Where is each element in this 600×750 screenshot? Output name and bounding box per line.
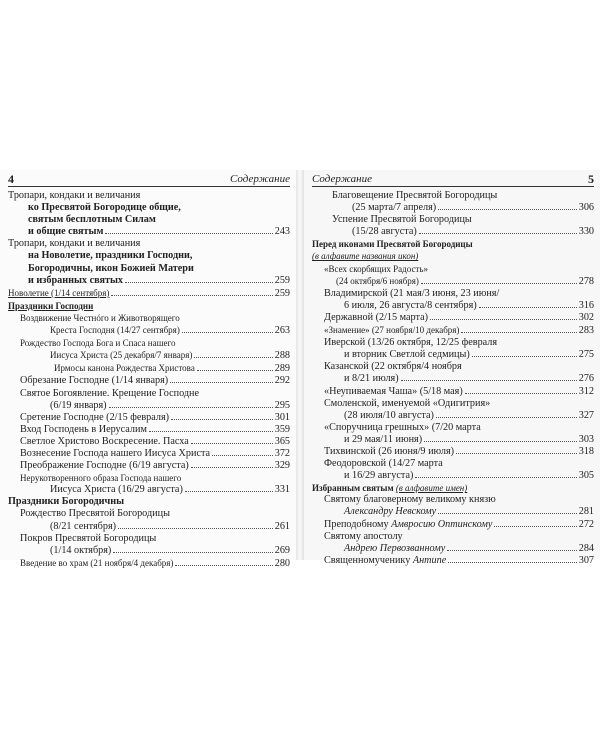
page-number: 5 (588, 172, 594, 186)
toc-entry-line: Антипе (412, 554, 447, 566)
toc-entry-line: Тихвинской (26 июня/9 июля) (324, 445, 455, 457)
toc-page-number: 327 (578, 409, 594, 421)
toc-entry-line: «Споручница грешных» (7/20 марта (324, 421, 481, 433)
section-heading: Праздники Господни (8, 300, 94, 311)
toc-entry[interactable] (312, 263, 594, 288)
toc-entry-line: и общие святым (28, 226, 104, 238)
toc-entry-line: Рождество Пресвятой Богородицы (20, 508, 170, 520)
toc-entry-line: 6 июля, 26 августа/8 сентября) (344, 299, 477, 311)
toc-page-number: 303 (578, 433, 594, 445)
toc-entry-line: (1/14 октября) (50, 544, 112, 556)
toc-entry-line: Креста Господня (14/27 сентября) (50, 325, 180, 336)
toc-page-number: 307 (578, 554, 594, 566)
toc-entry-line: святым бесплотным Силам (28, 214, 156, 226)
toc-entry-line: «Знамение» (27 ноября/10 декабря) (324, 325, 460, 336)
toc-page-number: 261 (274, 520, 290, 532)
left-page-header (8, 172, 290, 187)
toc-entry[interactable] (312, 555, 594, 567)
page-number: 4 (8, 172, 14, 186)
toc-page-number: 301 (274, 411, 290, 423)
toc-page-number: 269 (274, 544, 290, 556)
toc-entry[interactable] (312, 386, 594, 398)
toc-entry-line: и вторник Светлой седмицы) (344, 349, 470, 361)
toc-entry[interactable] (8, 388, 290, 412)
toc-entry[interactable] (312, 398, 594, 422)
section-subnote: (в алфавите имен) (395, 483, 468, 494)
toc-page-number: 289 (274, 363, 290, 375)
toc-entry-line: (8/21 сентября) (50, 520, 117, 532)
toc-section-heading (312, 482, 594, 494)
toc-entry-line: «Всех скорбящих Радость» (324, 263, 428, 274)
toc-entry-line: Ирмосы канона Рождества Христова (54, 363, 195, 374)
toc-page-number: 330 (578, 226, 594, 238)
toc-entry[interactable] (8, 424, 290, 436)
toc-entry-line: Владимирской (21 мая/3 июня, 23 июня/ (324, 287, 500, 299)
toc-entry-line: Богородичны, икон Божией Матери (28, 262, 194, 274)
toc-entry-line: Феодоровской (14/27 марта (324, 458, 443, 470)
toc-page-number: 281 (578, 506, 594, 518)
toc-entry-line: Покров Пресвятой Богородицы (20, 532, 157, 544)
toc-entry[interactable] (8, 557, 290, 570)
toc-page-number: 305 (578, 470, 594, 482)
section-heading: Избранным святым (312, 483, 394, 494)
toc-entry-line: Амвросию Оптинскому (391, 518, 493, 530)
toc-entry-line: Андрею Первозванному (344, 542, 446, 554)
toc-entry-line: Вознесение Господа нашего Иисуса Христа (20, 447, 211, 459)
toc-page-number: 365 (274, 435, 290, 447)
toc-entry-line: Казанской (22 октября/4 ноября (324, 361, 462, 373)
toc-entry[interactable] (312, 446, 594, 458)
toc-page-number: 278 (578, 275, 594, 287)
toc-entry-line: Иисуса Христа (25 декабря/7 января) (50, 350, 193, 361)
toc-entry-line: Иверской (13/26 октября, 12/25 февраля (324, 337, 498, 349)
toc-page-number: 288 (274, 350, 290, 362)
toc-entry-line: Обрезание Господне (1/14 января) (20, 375, 169, 387)
toc-entry[interactable] (8, 375, 290, 387)
toc-page-number: 259 (274, 274, 290, 286)
toc-entry-line: Иисуса Христа (16/29 августа) (50, 484, 183, 496)
toc-entry-line: Святое Богоявление. Крещение Господне (20, 387, 200, 399)
toc-page-number: 283 (578, 325, 594, 337)
toc-entry-line: Успение Пресвятой Богородицы (332, 214, 472, 226)
toc-entry[interactable] (312, 494, 594, 518)
toc-entry-line: Сретение Господне (2/15 февраля) (20, 411, 170, 423)
toc-entry[interactable] (8, 312, 290, 337)
toc-entry-line: Нерукотворенного образа Господа нашего (20, 473, 182, 484)
toc-page-number: 316 (578, 299, 594, 311)
toc-page-number: 318 (578, 445, 594, 457)
toc-entry-line: Державной (2/15 марта) (324, 311, 429, 323)
toc-entry[interactable] (312, 519, 594, 531)
toc-entry-line: Вход Господень в Иерусалим (20, 423, 147, 435)
toc-entry[interactable] (312, 458, 594, 482)
toc-entry-line: и 8/21 июля) (344, 373, 399, 385)
toc-entry[interactable] (8, 287, 290, 300)
toc-page-number: 259 (274, 287, 290, 299)
toc-page-number: 302 (578, 311, 594, 323)
toc-entry-line: Священномученику (324, 554, 413, 566)
toc-entry[interactable] (8, 533, 290, 557)
running-title: Содержание (229, 173, 290, 185)
toc-entry[interactable] (8, 460, 290, 472)
toc-entry-line: и 16/29 августа) (344, 470, 414, 482)
toc-page-number: 331 (274, 484, 290, 496)
toc-entry-line: на Новолетие, праздники Господни, (28, 250, 193, 262)
toc-entry-line: Новолетие (1/14 сентября) (8, 287, 110, 298)
toc-page-number: 284 (578, 542, 594, 554)
toc-entry[interactable] (312, 312, 594, 324)
toc-entry-line: ко Пресвятой Богородице общие, (28, 202, 181, 214)
toc-entry-line: Преображение Господне (6/19 августа) (20, 460, 189, 472)
toc-entry-line: «Неупиваемая Чаша» (5/18 мая) (324, 385, 463, 397)
section-heading: Перед иконами Пресвятой Богородицы (312, 239, 473, 250)
toc-page-number: 306 (578, 202, 594, 214)
toc-entry-line: (6/19 января) (50, 399, 107, 411)
toc-entry[interactable] (312, 190, 594, 214)
toc-section-heading (8, 496, 290, 508)
running-title: Содержание (312, 173, 373, 185)
toc-page-number: 295 (274, 399, 290, 411)
toc-entry-line: Воздвижение Честнóго и Животворящего (20, 312, 180, 323)
toc-entry[interactable] (8, 412, 290, 424)
right-page-header (312, 172, 594, 187)
right-page (304, 170, 600, 566)
toc-entry-line: (25 марта/7 апреля) (352, 202, 437, 214)
toc-page-number: 292 (274, 375, 290, 387)
toc-page-number: 276 (578, 373, 594, 385)
left-page (0, 170, 296, 569)
toc-page-number: 312 (578, 385, 594, 397)
toc-entry-line: Тропари, кондаки и величания (8, 190, 141, 201)
toc-entry[interactable] (312, 324, 594, 337)
toc-entry[interactable] (312, 361, 594, 385)
toc-entry-line: Тропари, кондаки и величания (8, 238, 141, 250)
toc-entry[interactable] (312, 214, 594, 238)
toc-entry-line: Благовещение Пресвятой Богородицы (332, 190, 498, 201)
toc-entry-line: Смоленской, именуемой «Одигитрия» (324, 397, 491, 409)
toc-page-number: 372 (274, 447, 290, 459)
toc-entry[interactable] (312, 531, 594, 555)
toc-left (8, 190, 290, 570)
toc-entry-line: Введение во храм (21 ноября/4 декабря) (20, 557, 174, 568)
toc-entry-line: Святому благоверному великому князю (324, 494, 496, 506)
toc-entry[interactable] (8, 472, 290, 496)
toc-entry-line: Рождество Господа Бога и Спаса нашего (20, 338, 176, 349)
toc-page-number: 275 (578, 349, 594, 361)
toc-entry-line: Светлое Христово Воскресение. Пасха (20, 435, 189, 447)
toc-entry[interactable] (8, 508, 290, 532)
toc-entry-line: Преподобному (324, 518, 392, 530)
toc-entry[interactable] (8, 337, 290, 362)
toc-entry[interactable] (8, 190, 290, 238)
toc-entry-line: Святому апостолу (324, 530, 403, 542)
section-subnote: (в алфавите названия икон) (312, 251, 419, 262)
toc-entry[interactable] (8, 238, 290, 286)
toc-page-number: 280 (274, 557, 290, 569)
toc-page-number: 243 (274, 226, 290, 238)
toc-entry-line: (28 июля/10 августа) (344, 409, 434, 421)
toc-entry[interactable] (312, 337, 594, 361)
toc-page-number: 359 (274, 423, 290, 435)
toc-entry[interactable] (8, 448, 290, 460)
toc-entry-line: (24 октября/6 ноября) (336, 275, 419, 286)
toc-entry[interactable] (312, 288, 594, 312)
toc-entry[interactable] (8, 362, 290, 375)
toc-entry[interactable] (8, 436, 290, 448)
toc-entry-line: (15/28 августа) (352, 226, 417, 238)
toc-section-heading (8, 300, 290, 312)
toc-entry-line: и избранных святых (28, 274, 124, 286)
toc-section-heading (312, 238, 594, 262)
toc-page-number: 263 (274, 325, 290, 337)
toc-entry-line: Александру Невскому (344, 506, 437, 518)
toc-page-number: 329 (274, 460, 290, 472)
book-spine (296, 170, 304, 560)
section-heading: Праздники Богородичны (8, 496, 125, 508)
toc-entry[interactable] (312, 422, 594, 446)
toc-entry-line: и 29 мая/11 июня) (344, 433, 423, 445)
toc-page-number: 272 (578, 518, 594, 530)
toc-right (312, 190, 594, 567)
